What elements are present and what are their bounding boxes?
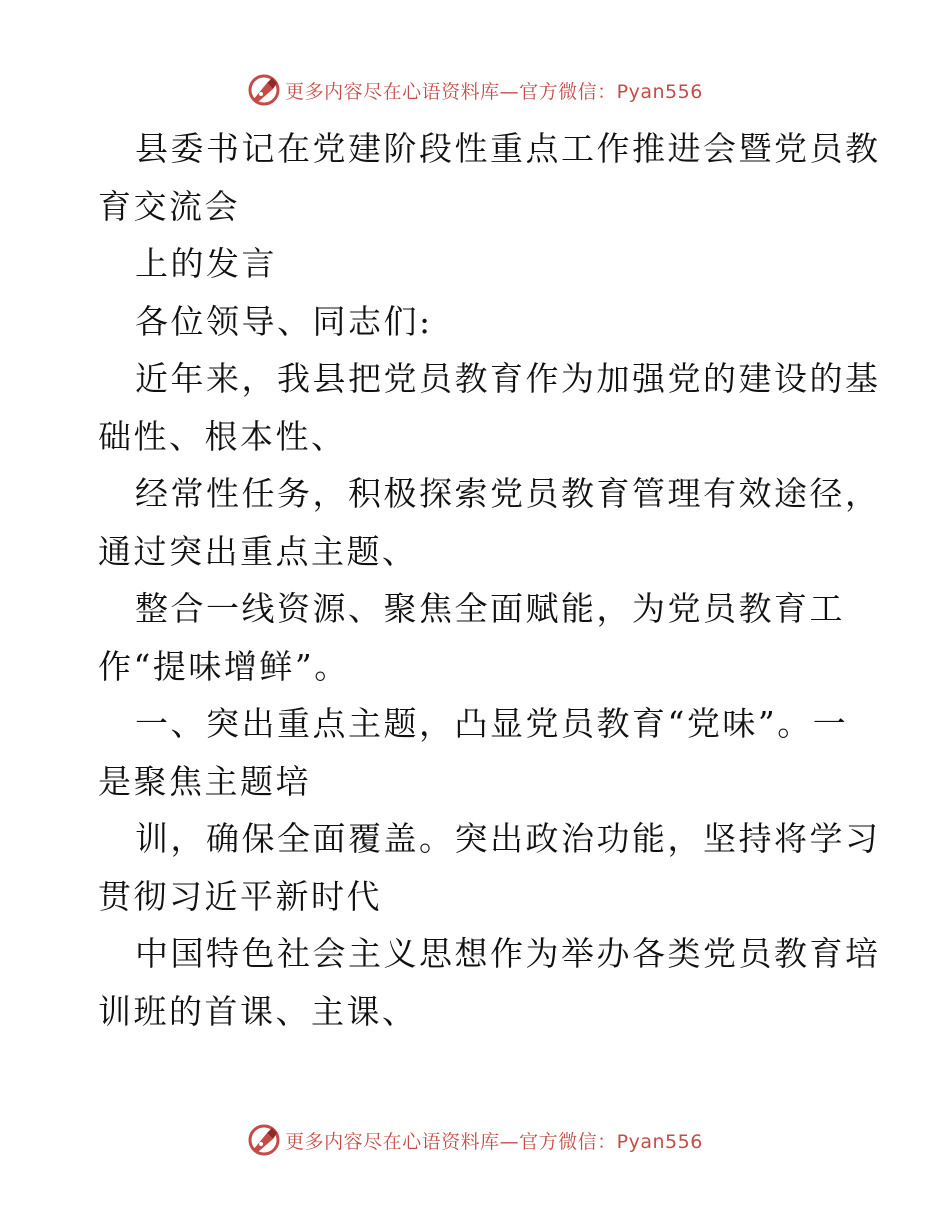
pen-circle-icon — [247, 73, 281, 107]
text-line: 中国特色社会主义思想作为举办各类党员教育培 — [135, 934, 881, 973]
text-line: 近年来，我县把党员教育作为加强党的建设的基 — [135, 359, 881, 398]
text-line: 经常性任务，积极探索党员教育管理有效途径， — [135, 474, 881, 513]
text-line: 育交流会 — [98, 186, 240, 226]
text-line: 础性、根本性、 — [98, 416, 347, 456]
text-line: 训，确保全面覆盖。突出政治功能，坚持将学习 — [135, 819, 881, 858]
pen-circle-icon — [247, 1123, 281, 1157]
document-body — [98, 120, 881, 1040]
text-line: 是聚焦主题培 — [98, 761, 311, 801]
text-line: 训班的首课、主课、 — [98, 991, 418, 1031]
text-line: 县委书记在党建阶段性重点工作推进会暨党员教 — [135, 129, 881, 168]
text-line: 整合一线资源、聚焦全面赋能，为党员教育工 — [135, 589, 845, 628]
text-line: 各位领导、同志们: — [135, 301, 433, 341]
text-line: 贯彻习近平新时代 — [98, 876, 382, 916]
text-line: 上的发言 — [135, 244, 277, 283]
text-line: 作“提味增鲜”。 — [98, 646, 350, 686]
watermark-text: 更多内容尽在心语资料库—官方微信：Pyan556 — [285, 80, 703, 103]
watermark-footer — [0, 1120, 950, 1160]
text-line: 通过突出重点主题、 — [98, 531, 418, 571]
text-line: 一、突出重点主题，凸显党员教育“党味”。一 — [135, 704, 849, 743]
watermark-header — [0, 70, 950, 110]
watermark-text: 更多内容尽在心语资料库—官方微信：Pyan556 — [285, 1130, 703, 1153]
